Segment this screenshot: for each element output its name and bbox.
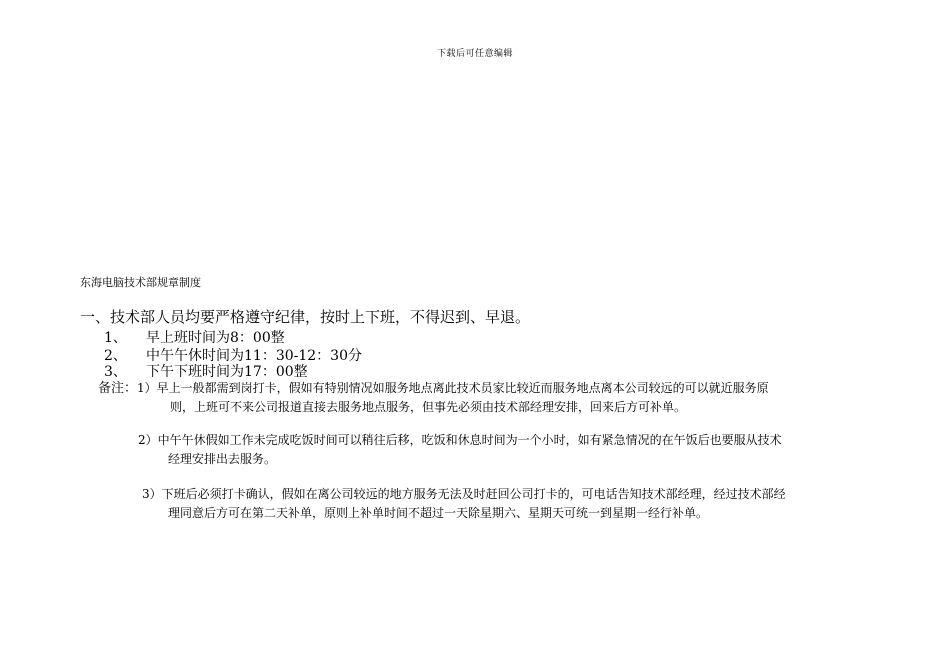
note-marker: 1） [137, 381, 157, 395]
rule-number: 2、 [104, 348, 127, 364]
rule-text: 中午午休时间为11：30-12：30分 [146, 348, 362, 364]
rule-number: 3、 [104, 364, 127, 380]
note-line [98, 379, 878, 398]
note-marker: 2） [138, 433, 158, 447]
note-continuation: 则，上班可不来公司报道直接去服务地点服务，但事先必须由技术部经理安排，回来后方可补单。 [170, 400, 687, 414]
rule-number: 1、 [104, 330, 127, 346]
rule-text: 早上班时间为8：00整 [146, 330, 285, 346]
section-heading: 一、技术部人员均要严格遵守纪律，按时上下班，不得迟到、早退。 [80, 308, 531, 326]
note-text: 早上一般都需到岗打卡，假如有特别情况如服务地点离此技术员家比较近而服务地点离本公司较远的可以就近服务原 [156, 381, 769, 395]
note-item [98, 379, 878, 417]
note-continuation: 理同意后方可在第二天补单，原则上补单时间不超过一天除星期六、星期天可统一到星期一经行补单。 [168, 506, 709, 520]
note-marker: 3） [142, 487, 162, 501]
note-continuation: 经理安排出去服务。 [168, 452, 277, 466]
note-item [142, 485, 878, 523]
notes-label: 备注： [98, 381, 138, 396]
note-line [142, 485, 878, 504]
note-text: 中午午休假如工作未完成吃饭时间可以稍往后移，吃饭和休息时间为一个小时，如有紧急情况的在午饭后也要服从技术 [157, 433, 782, 447]
note-item [138, 431, 878, 469]
header-note: 下载后可任意编辑 [436, 49, 513, 59]
rule-item [104, 361, 308, 381]
rule-text: 下午下班时间为17：00整 [146, 364, 308, 380]
note-text: 下班后必须打卡确认，假如在离公司较远的地方服务无法及时赶回公司打卡的，可电话告知技术部经理，经过技术部经 [161, 487, 786, 501]
rule-item [104, 327, 285, 347]
note-line [138, 431, 878, 450]
document-title: 东海电脑技术部规章制度 [80, 276, 201, 289]
